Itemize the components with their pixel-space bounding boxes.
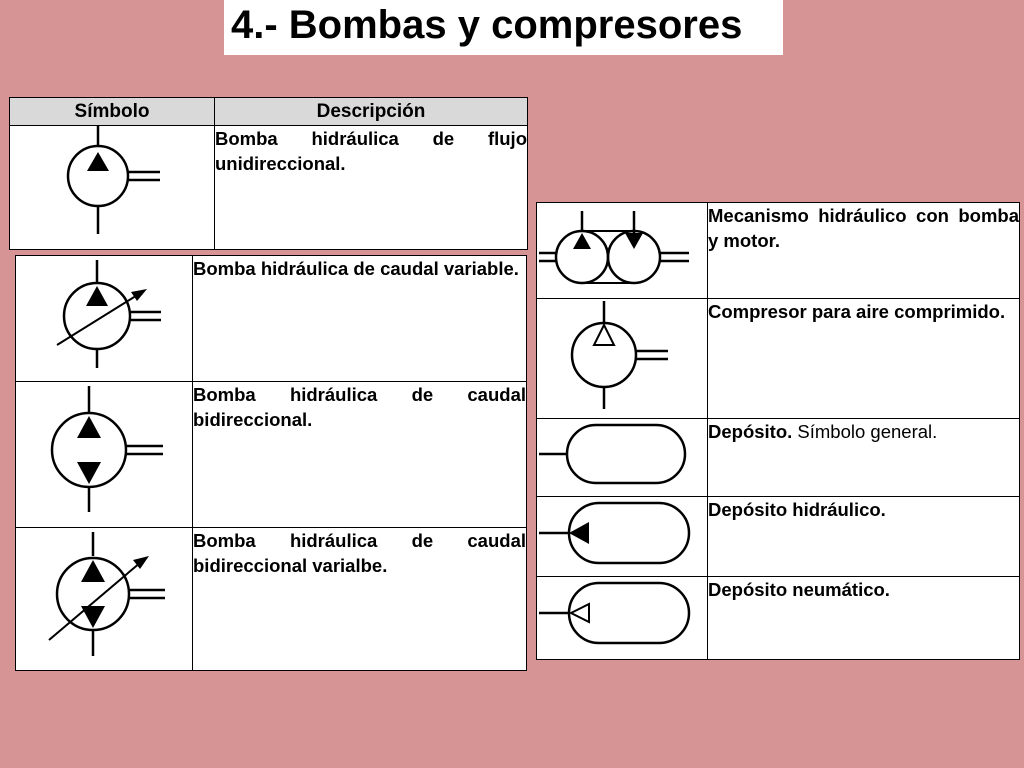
page-title: 4.- Bombas y compresores bbox=[231, 3, 743, 47]
table-row bbox=[10, 126, 528, 250]
pump-motor-unit-icon bbox=[539, 203, 705, 295]
symbol-table-1 bbox=[9, 97, 528, 250]
symbol-table-3 bbox=[536, 202, 1020, 660]
table-row bbox=[537, 419, 1020, 497]
description-cell: Bomba hidráulica de flujo unidireccional. bbox=[215, 126, 528, 250]
hydraulic-reservoir-icon bbox=[539, 497, 705, 569]
description-cell: Compresor para aire comprimido. bbox=[708, 299, 1020, 419]
description-cell: Depósito neumático. bbox=[708, 577, 1020, 660]
description-column-header: Descripción bbox=[215, 98, 528, 126]
bidirectional-pump-icon bbox=[39, 382, 169, 518]
description-cell: Bomba hidráulica de caudal bidireccional varialbe. bbox=[193, 528, 527, 671]
air-compressor-icon bbox=[552, 299, 692, 415]
table-row bbox=[537, 299, 1020, 419]
symbol-table-2 bbox=[15, 255, 527, 671]
symbol-column-header: Símbolo bbox=[10, 98, 215, 126]
pneumatic-reservoir-icon bbox=[539, 577, 705, 649]
table-row bbox=[16, 382, 527, 528]
table-row bbox=[16, 256, 527, 382]
unidirectional-pump-icon bbox=[42, 126, 182, 246]
description-cell: Mecanismo hidráulico con bomba y motor. bbox=[708, 203, 1020, 299]
title-box bbox=[224, 0, 783, 55]
table-row bbox=[537, 497, 1020, 577]
description-cell: Depósito hidráulico. bbox=[708, 497, 1020, 577]
variable-bidirectional-pump-icon bbox=[39, 528, 169, 662]
description-cell: Depósito. Símbolo general. bbox=[708, 419, 1020, 497]
reservoir-general-icon bbox=[539, 419, 705, 489]
table-row bbox=[537, 203, 1020, 299]
variable-displacement-pump-icon bbox=[39, 256, 169, 372]
description-cell: Bomba hidráulica de caudal variable. bbox=[193, 256, 527, 382]
table-row bbox=[16, 528, 527, 671]
table-row bbox=[537, 577, 1020, 660]
description-cell: Bomba hidráulica de caudal bidireccional. bbox=[193, 382, 527, 528]
